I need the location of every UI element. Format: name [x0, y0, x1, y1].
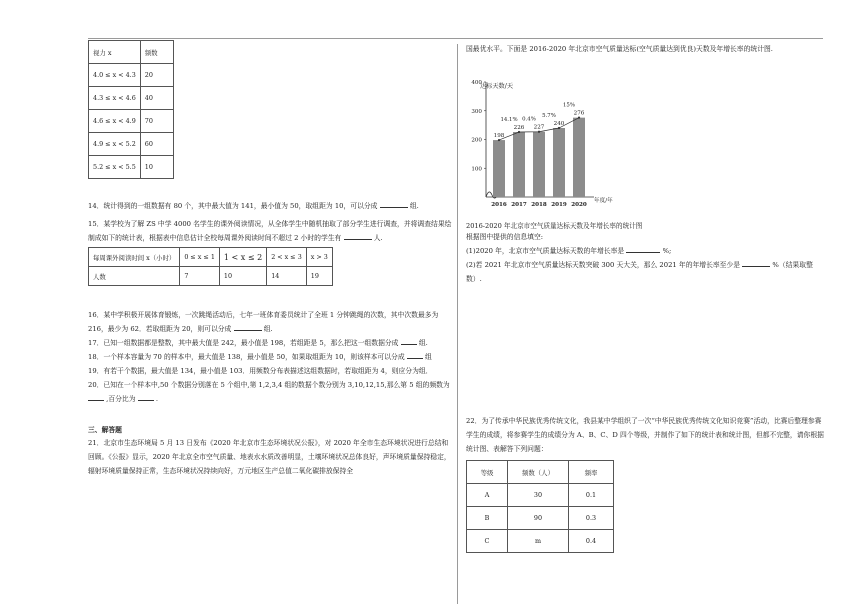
- question-14: [88, 199, 453, 213]
- y-tick-label: 200: [471, 137, 482, 144]
- table-cell: 0.3: [569, 507, 614, 530]
- x-axis-label: 年度/年: [594, 198, 613, 204]
- y-tick-label: 300: [471, 108, 482, 115]
- air-quality-bar-chart: [466, 60, 616, 212]
- x-tick-label: 2017: [511, 202, 527, 208]
- table-header-cell: 1 < x ≤ 2: [219, 248, 266, 267]
- x-tick-label: 2019: [551, 202, 567, 208]
- data-label: 240: [553, 121, 565, 127]
- table-cell: 4.3 ≤ x < 4.6: [89, 87, 141, 110]
- table-header-row: [467, 461, 614, 484]
- question-14-text: 14．统计得到的一组数据有 80 个，其中最大值为 141，最小值为 50，取组距为 10，可以分成: [88, 202, 378, 210]
- table-header-cell: 视力 x: [89, 41, 141, 64]
- question-20-mid: ,百分比为: [106, 395, 136, 403]
- question-16: [88, 308, 453, 336]
- table-cell: m: [508, 530, 569, 553]
- question-21-continued: 国最优水平。下面是 2016-2020 年北京市空气质量达标(空气质量达到优良)天数及年增长率的统计图.: [466, 45, 773, 53]
- table-cell: C: [467, 530, 508, 553]
- question-20-text: 20．已知在一个样本中,50 个数据分别落在 5 个组中,第 1,2,3,4 组的数据个数分别为 3,10,12,15,那么第 5 组的频数为: [88, 381, 450, 389]
- question-16-tail: 组.: [263, 325, 273, 333]
- table-row: [467, 507, 614, 530]
- section-heading: 三、解答题: [88, 426, 122, 434]
- bar: [513, 132, 525, 197]
- question-15-tail: 人.: [373, 234, 383, 242]
- right-column: [466, 40, 826, 553]
- table-cell: 14: [267, 267, 307, 286]
- table-cell: 0.1: [569, 484, 614, 507]
- table-header-cell: 等级: [467, 461, 508, 484]
- y-ticks: [471, 80, 486, 172]
- header-rule: [88, 38, 823, 39]
- table-cell: 0.4: [569, 530, 614, 553]
- answer-blank: [401, 336, 417, 345]
- data-label: 227: [533, 124, 545, 131]
- trend-point: [498, 139, 500, 141]
- growth-label: 5.7%: [542, 113, 556, 119]
- question-20-tail: .: [155, 395, 159, 403]
- trend-point: [518, 131, 520, 133]
- bar: [533, 132, 545, 197]
- trend-point: [578, 117, 580, 119]
- answer-blank: [380, 199, 408, 208]
- question-18: [88, 350, 453, 364]
- table-header-cell: x > 3: [306, 248, 332, 267]
- question-15-text: 15．某学校为了解 ZS 中学 4000 名学生的课外阅读情况，从全体学生中随机抽取了部分学生进行调查，并将调查结果绘制成如下的统计表，根据表中信息估计全校每周课外阅读时间不超过 2 小时的学生有: [88, 220, 452, 242]
- prompt-text: 根据图中提供的信息填空:: [466, 233, 544, 241]
- table-cell: 5.2 ≤ x < 5.5: [89, 156, 141, 179]
- table-cell: A: [467, 484, 508, 507]
- answer-blank: [344, 231, 372, 240]
- table-row: [89, 110, 174, 133]
- reading-time-table: [88, 247, 333, 286]
- table-row: [89, 64, 174, 87]
- bar: [553, 128, 565, 197]
- question-17: [88, 336, 453, 350]
- table-header-row: [89, 41, 174, 64]
- chart-caption: 2016-2020 年北京市空气质量达标天数及年增长率的统计图: [466, 222, 643, 230]
- question-21-part-1: [466, 244, 826, 258]
- table-header-cell: 每周课外阅读时间 x（小时）: [89, 248, 180, 267]
- data-label: 226: [513, 125, 525, 132]
- table-cell: 7: [180, 267, 220, 286]
- growth-label: 14.1%: [500, 117, 518, 124]
- table-row: [89, 156, 174, 179]
- data-label: 198: [493, 133, 505, 140]
- table-row: [89, 133, 174, 156]
- table-cell: 60: [140, 133, 173, 156]
- left-column: [88, 40, 453, 478]
- answer-blank: [742, 258, 770, 267]
- x-tick-label: 2020: [571, 202, 587, 208]
- answer-blank: [138, 392, 154, 401]
- column-divider: [457, 44, 458, 604]
- table-cell: 30: [508, 484, 569, 507]
- table-header-cell: 频数（人）: [508, 461, 569, 484]
- question-19: 19．有若干个数据，最大值是 134，最小值是 103．用频数分布表描述这组数据时，若取组距为 4，则应分为组．: [88, 367, 433, 375]
- question-16-text: 16．某中学积极开展体育锻炼，一次跳绳活动后，七年一班体育委员统计了全班 1 分钟跳绳的次数，其中次数最多为 216，最少为 62．若取组距为 20，则可以分成: [88, 311, 439, 333]
- grade-frequency-table: [466, 460, 614, 553]
- y-tick-label: 400: [471, 80, 482, 86]
- part-2-tail: %（结果取整数）.: [466, 261, 813, 283]
- table-cell: 10: [140, 156, 173, 179]
- part-1-text: (1)2020 年，北京市空气质量达标天数的年增长率是: [466, 247, 625, 255]
- question-14-tail: 组.: [409, 202, 419, 210]
- answer-blank: [88, 392, 104, 401]
- bar: [573, 118, 585, 197]
- table-header-cell: 2 < x ≤ 3: [267, 248, 307, 267]
- table-cell: 20: [140, 64, 173, 87]
- y-axis-label: 达标天数/天: [480, 83, 514, 90]
- table-cell: B: [467, 507, 508, 530]
- part-1-tail: %;: [662, 247, 672, 255]
- growth-labels: [500, 103, 575, 123]
- table-cell: 4.0 ≤ x < 4.3: [89, 64, 141, 87]
- question-22: 22．为了传承中华民族优秀传统文化，我县某中学组织了一次“中华民族优秀传统文化知识竞赛”活动，比赛后整理参赛学生的成绩，将参赛学生的成绩分为 A、B、C、D 四个等级，并制作了如下的统计表和统计图，但都不完整，请你根据统计图、表解答下列问题：: [466, 417, 824, 453]
- question-21-part-2: [466, 258, 826, 286]
- x-tick-label: 2018: [531, 202, 547, 208]
- data-label: 276: [573, 110, 585, 117]
- table-cell: 90: [508, 507, 569, 530]
- growth-label: 15%: [563, 102, 575, 109]
- trend-point: [538, 131, 540, 133]
- table-header-cell: 0 ≤ x ≤ 1: [180, 248, 220, 267]
- answer-blank: [407, 350, 423, 359]
- question-21: 21．北京市生态环境局 5 月 13 日发布《2020 年北京市生态环境状况公报》，对 2020 年全市生态环境状况进行总结和回顾。《公报》显示，2020 年北京全市空气质量、地表水水质改善明显，土壤环境状况总体良好，声环境质量保持稳定，辐射环境质量保持正常，生态环境状况持续向好，万元地区生产总值二氧化碳排放保持全: [88, 439, 451, 475]
- growth-label: 0.4%: [522, 116, 536, 123]
- table-header-cell: 频率: [569, 461, 614, 484]
- table-cell: 19: [306, 267, 332, 286]
- question-17-text: 17．已知一组数据都是整数，其中最大值是 242，最小值是 198，若组距是 5，那么把这一组数据分成: [88, 339, 399, 347]
- question-18-tail: 组: [425, 353, 432, 361]
- table-header-row: [89, 248, 333, 267]
- table-row: [89, 267, 333, 286]
- trend-point: [558, 127, 560, 129]
- answer-blank: [234, 322, 262, 331]
- part-2-text: (2)若 2021 年北京市空气质量达标天数突破 300 天大关，那么 2021 年的年增长率至少是: [466, 261, 741, 269]
- chart-container: [466, 60, 826, 216]
- bar: [493, 140, 505, 197]
- answer-blank: [626, 244, 660, 253]
- table-row: [467, 530, 614, 553]
- table-header-cell: 频数: [140, 41, 173, 64]
- table-cell: 40: [140, 87, 173, 110]
- x-tick-labels: [491, 202, 587, 208]
- table-row: [467, 484, 614, 507]
- table-cell: 4.9 ≤ x < 5.2: [89, 133, 141, 156]
- table-cell: 70: [140, 110, 173, 133]
- question-20: [88, 378, 453, 406]
- table-row: [89, 87, 174, 110]
- y-tick-label: 100: [471, 166, 482, 173]
- question-15: [88, 217, 453, 245]
- question-18-text: 18．一个样本容量为 70 的样本中，最大值是 138，最小值是 50，如果取组距为 10，则该样本可以分成: [88, 353, 405, 361]
- table-cell: 10: [219, 267, 266, 286]
- x-tick-label: 2016: [491, 202, 507, 208]
- table-cell: 4.6 ≤ x < 4.9: [89, 110, 141, 133]
- table-cell: 人数: [89, 267, 180, 286]
- question-17-tail: 组.: [418, 339, 428, 347]
- vision-frequency-table: [88, 40, 174, 179]
